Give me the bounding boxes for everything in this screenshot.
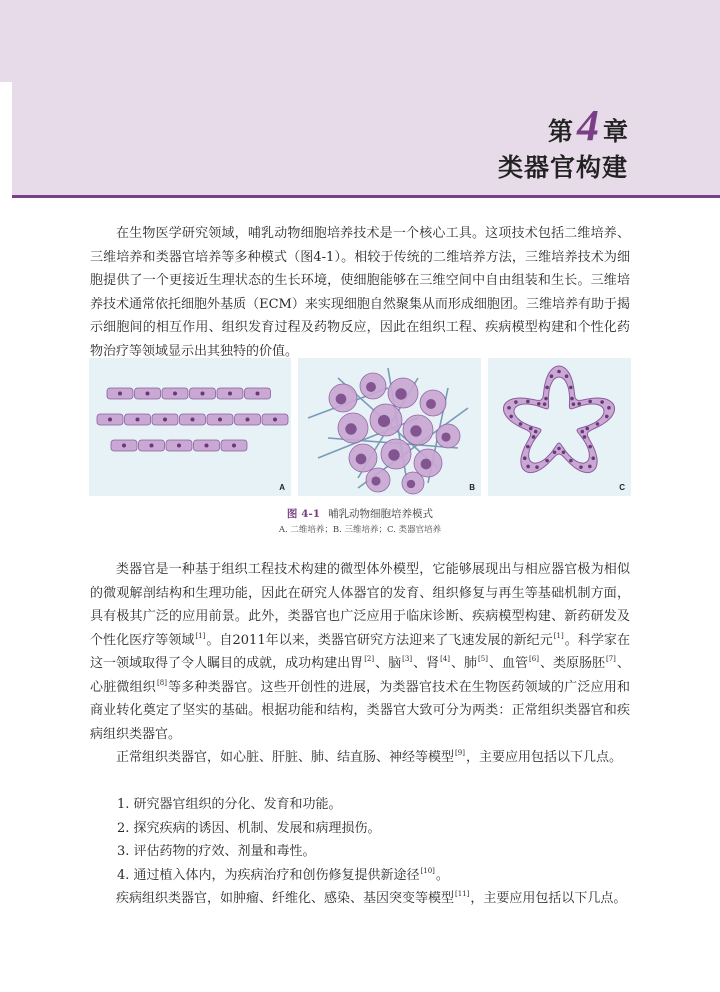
cell-nucleus bbox=[579, 465, 583, 469]
cell-nucleus bbox=[173, 392, 177, 396]
organoid-illustration bbox=[488, 358, 631, 496]
cell-nucleus bbox=[583, 435, 587, 439]
cell-nucleus bbox=[562, 450, 566, 454]
cell-nucleus bbox=[371, 476, 380, 485]
cell-nucleus bbox=[441, 432, 450, 441]
text-run: 、脑 bbox=[375, 656, 402, 671]
citation: [2] bbox=[364, 655, 375, 663]
text-run: ，主要应用包括以下几点。 bbox=[465, 750, 622, 765]
cell-nucleus bbox=[557, 447, 561, 451]
cell-nucleus bbox=[605, 415, 609, 419]
cell-nucleus bbox=[519, 422, 523, 426]
cell-nucleus bbox=[523, 456, 527, 460]
3d-culture-illustration bbox=[298, 358, 481, 496]
cell-nucleus bbox=[607, 406, 611, 410]
figure-panel-organoid-culture bbox=[488, 358, 631, 496]
citation: [9] bbox=[455, 749, 465, 757]
organoid-paragraph bbox=[90, 558, 630, 746]
cell-nucleus bbox=[569, 386, 573, 390]
cell-nucleus bbox=[509, 415, 513, 419]
cell-nucleus bbox=[526, 445, 530, 449]
cell-nucleus bbox=[532, 435, 536, 439]
cell-nucleus bbox=[273, 418, 277, 422]
list-item: 2. 探究疾病的诱因、机制、发展和病理损伤。 bbox=[117, 821, 381, 836]
chapter-number bbox=[547, 101, 628, 150]
cell-nucleus bbox=[256, 392, 260, 396]
cell-nucleus bbox=[529, 427, 533, 431]
cell-nucleus bbox=[577, 402, 581, 406]
citation: [11] bbox=[455, 890, 470, 898]
text-run: 类器官是一种基于组织工程技术构建的微型体外模型，它能够展现出与相应器官极为相似的微观解剖结构和生理功能，因此在研究人体器官的发育、组织修复与再生等基础机制方面，具有极其广泛的应用前景。此外，类器官也广泛应用于临床诊断、疾病模型构建、新药研发及个性化医疗等领域 bbox=[90, 562, 630, 648]
text-run: 。自2011年以来，类器官研究方法迎来了飞速发展的新纪元 bbox=[206, 632, 553, 648]
cell-nucleus bbox=[550, 374, 554, 378]
cell-nucleus bbox=[526, 400, 530, 404]
cell-nucleus bbox=[356, 454, 367, 465]
citation: [10] bbox=[420, 867, 435, 875]
cell-nucleus bbox=[177, 444, 181, 448]
figure-title: 哺乳动物细胞培养模式 bbox=[328, 508, 434, 520]
chapter-title: 类器官构建 bbox=[497, 153, 628, 182]
cell-nucleus bbox=[345, 423, 356, 434]
text-run: 正常组织类器官，如心脏、肝脏、肺、结直肠、神经等模型 bbox=[116, 750, 455, 765]
cell-nucleus bbox=[526, 465, 530, 469]
cell-nucleus bbox=[108, 418, 112, 422]
cell-nucleus bbox=[146, 392, 150, 396]
cell-nucleus bbox=[553, 450, 557, 454]
header-divider bbox=[12, 195, 720, 198]
cell-nucleus bbox=[572, 402, 576, 406]
cell-nucleus bbox=[535, 465, 539, 469]
cell-nucleus bbox=[232, 444, 236, 448]
cell-nucleus bbox=[118, 392, 122, 396]
list-item: 3. 评估药物的疗效、剂量和毒性。 bbox=[117, 844, 316, 859]
cell-nucleus bbox=[246, 418, 250, 422]
cell-nucleus bbox=[588, 445, 592, 449]
panel-label-a: A bbox=[279, 483, 285, 492]
text-run: 4. 通过植入体内，为疾病治疗和创伤修复提供新途径 bbox=[117, 868, 420, 883]
header-notch bbox=[0, 82, 12, 198]
citation: [4] bbox=[440, 655, 451, 663]
figure-panel-3d-culture bbox=[298, 358, 481, 496]
text-run: ，主要应用包括以下几点。 bbox=[470, 891, 627, 906]
figure-panel-2d-culture bbox=[89, 358, 291, 496]
list-item: 1. 研究器官组织的分化、发育和功能。 bbox=[117, 797, 342, 812]
cell-nucleus bbox=[421, 459, 432, 470]
figure-number: 图 4-1 bbox=[286, 508, 321, 520]
citation: [1] bbox=[195, 631, 206, 640]
cell-nucleus bbox=[591, 456, 595, 460]
normal-organoid-paragraph bbox=[90, 746, 630, 770]
cell-nucleus bbox=[218, 418, 222, 422]
intro-paragraph: 在生物医学研究领域，哺乳动物细胞培养技术是一个核心工具。这项技术包括二维培养、三维培养和类器官培养等多种模式（图4-1）。相较于传统的二维培养方法，三维培养技术为细胞提供了一个更接近生理状态的生长环境，使细胞能够在三维空间中自由组装和生长。三维培养技术通常依托细胞外基质（ECM）来实现细胞自然聚集从而形成细胞团。三维培养有助于揭示细胞间的相互作用、组织发育过程及药物反应，因此在组织工程、疾病模型构建和个性化药物治疗等领域显示出其独特的价值。 bbox=[90, 226, 630, 359]
chapter-suffix: 章 bbox=[602, 117, 628, 146]
cell-nucleus bbox=[228, 392, 232, 396]
citation: [3] bbox=[402, 655, 413, 663]
text-run: 、类原肠胚 bbox=[539, 656, 605, 671]
citation: [1] bbox=[553, 631, 564, 640]
cell-nucleus bbox=[507, 406, 511, 410]
cell-nucleus bbox=[191, 418, 195, 422]
panel-label-b: B bbox=[469, 483, 475, 492]
cell-nucleus bbox=[557, 370, 561, 374]
cell-nucleus bbox=[136, 418, 140, 422]
cell-nucleus bbox=[122, 444, 126, 448]
cell-nucleus bbox=[588, 465, 592, 469]
cell-nucleus bbox=[581, 430, 585, 434]
text-run: 、心脏微组织 bbox=[90, 656, 630, 695]
text-run: 、肾 bbox=[413, 656, 440, 671]
cell-nucleus bbox=[537, 402, 541, 406]
figure-caption bbox=[90, 506, 630, 521]
chapter-prefix: 第 bbox=[547, 117, 573, 146]
cell-nucleus bbox=[378, 415, 390, 427]
text-run: 。科学家在这一领域取得了令人瞩目的成就，成功构建出胃 bbox=[90, 632, 630, 671]
cell-nucleus bbox=[514, 400, 518, 404]
cell-nucleus bbox=[543, 402, 547, 406]
cell-nucleus bbox=[544, 397, 548, 401]
cell-nucleus bbox=[565, 374, 569, 378]
text-run: 、肺 bbox=[451, 656, 478, 671]
cell-nucleus bbox=[410, 425, 421, 436]
panel-label-c: C bbox=[619, 483, 625, 492]
cell-nucleus bbox=[534, 430, 538, 434]
figure-subcaption: A. 二维培养；B. 三维培养；C. 类器官培养 bbox=[278, 525, 442, 535]
cell-nucleus bbox=[600, 400, 604, 404]
cell-nucleus bbox=[163, 418, 167, 422]
cell-nucleus bbox=[570, 397, 574, 401]
citation: [7] bbox=[606, 655, 616, 663]
cell-nucleus bbox=[545, 459, 549, 463]
organoid-epithelium bbox=[504, 366, 615, 473]
list-item bbox=[117, 864, 449, 888]
text-run: 疾病组织类器官，如肿瘤、纤维化、感染、基因突变等模型 bbox=[116, 891, 455, 906]
cell-nucleus bbox=[205, 444, 209, 448]
citation: [8] bbox=[157, 678, 167, 687]
cell-nucleus bbox=[366, 382, 376, 392]
cell-nucleus bbox=[569, 459, 573, 463]
cell-nucleus bbox=[201, 392, 205, 396]
cell-nucleus bbox=[426, 399, 436, 409]
cell-nucleus bbox=[596, 422, 600, 426]
2d-culture-illustration bbox=[89, 358, 291, 496]
disease-organoid-paragraph bbox=[90, 887, 630, 911]
cell-nucleus bbox=[588, 400, 592, 404]
cell-nucleus bbox=[336, 394, 347, 405]
chapter-number-digit: 4 bbox=[576, 101, 599, 150]
cell-nucleus bbox=[545, 386, 549, 390]
text-run: 、血管 bbox=[488, 656, 529, 671]
cell-nucleus bbox=[407, 480, 415, 488]
cell-nucleus bbox=[395, 388, 406, 399]
cell-nucleus bbox=[388, 449, 399, 460]
cell-nucleus bbox=[585, 427, 589, 431]
citation: [5] bbox=[478, 655, 488, 663]
citation: [6] bbox=[529, 655, 539, 663]
cell-nucleus bbox=[150, 444, 154, 448]
text-run: 等多种类器官。这些开创性的进展，为类器官技术在生物医药领域的广泛应用和商业转化奠定了坚实的基础。根据功能和结构，类器官大致可分为两类：正常组织类器官和疾病组织类器官。 bbox=[90, 679, 630, 742]
text-run: 。 bbox=[435, 868, 449, 883]
